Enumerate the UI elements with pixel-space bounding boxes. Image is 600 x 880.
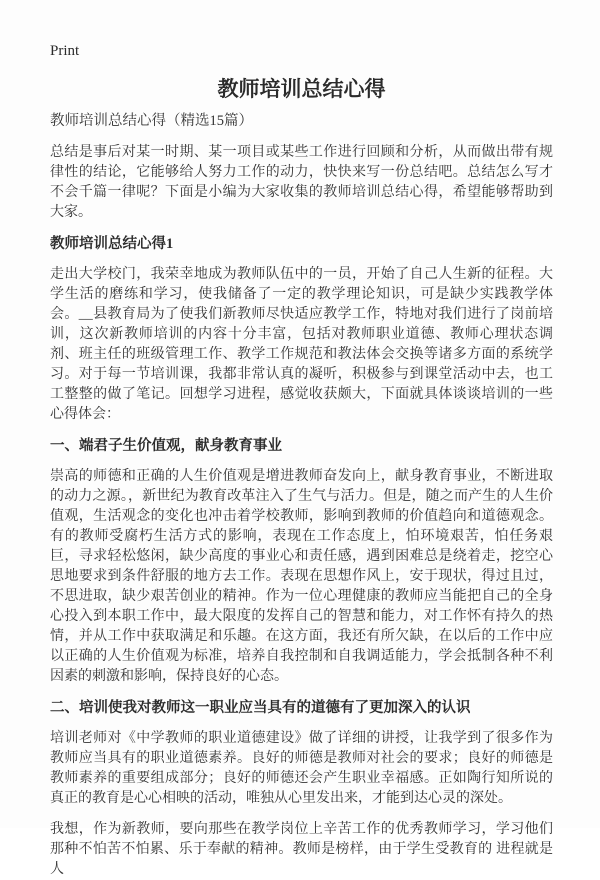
document-body [50, 143, 553, 880]
paragraph-2: 崇高的师德和正确的人生价值观是增进教师奋发向上，献身教育事业，不断进取的动力之源。，新世纪为教育改革注入了生气与活力。但是，随之而产生的人生价值观，生活观念的变化也冲击着学校教师，影响到教师的价值趋向和道德观念。有的教师受腐朽生活方式的影响，表现在工作态度上，怕环境艰苦，怕任务艰巨，寻求轻松悠闲，缺少高度的事业心和责任感，遇到困难总是绕着走，挖空心思地要求到条件舒服的地方去工作。表现在思想作风上，安于现状，得过且过，不思进取，缺少艰苦创业的精神。作为一位心理健康的教师应当能把自己的全身心投入到本职工作中，最大限度的发挥自己的智慧和能力，对工作怀有持久的热情，并从工作中获取满足和乐趣。在这方面，我还有所欠缺，在以后的工作中应以正确的人生价值观为标准，培养自我控制和自我调适能力，学会抵制各种不利因素的刺激和影响，保持良好的心态。 [50, 469, 553, 684]
subsection-heading-one: 一、端君子生价值观，献身教育事业 [50, 438, 282, 454]
subsection-heading-two: 二、培训使我对教师这一职业应当具有的道德有了更加深入的认识 [50, 700, 471, 716]
intro-paragraph: 总结是事后对某一时期、某一项目或某些工作进行回顾和分析，从而做出带有规律性的结论，它能够给人努力工作的动力，快快来写一份总结吧。总结怎么写才不会千篇一律呢？下面是小编为大家收集的教师培训总结心得，希望能够帮助到大家。 [50, 145, 553, 220]
print-link[interactable]: Print [50, 43, 80, 59]
paragraph-4: 我想，作为新教师，要向那些在教学岗位上辛苦工作的优秀教师学习，学习他们那种不怕苦不怕累、乐于奉献的精神。教师是榜样，由于学生受教育的 进程就是人 [50, 822, 553, 877]
paragraph-1: 走出大学校门，我荣幸地成为教师队伍中的一员，开始了自己人生新的征程。大学生活的磨练和学习，使我储备了一定的教学理论知识，可是缺少实践教学体会。__县教育局为了使我们新教师尽快适应教学工作，特地对我们进行了岗前培训，这次新教师培训的内容十分丰富，包括对教师职业道德、教师心理状态调剂、班主任的班级管理工作、教学工作规范和教法体会交换等诸多方面的系统学习。对于每一节培训课，我都非常认真的凝听，积极参与到课堂活动中去，也工工整整的做了笔记。回想学习进程，感觉收获颇大，下面就具体谈谈培训的一些心得体会： [50, 267, 553, 422]
page-subtitle: 教师培训总结心得（精选15篇） [50, 113, 253, 129]
section-heading-1: 教师培训总结心得1 [50, 236, 174, 252]
page-title: 教师培训总结心得 [217, 77, 386, 101]
paragraph-3: 培训老师对《中学教师的职业道德建设》做了详细的讲授，让我学到了很多作为教师应当具有的职业道德素养。良好的师德是教师对社会的要求；良好的师德是教师素养的重要组成部分；良好的师德还会产生职业幸福感。正如陶行知所说的真正的教育是心心相映的活动，唯独从心里发出来，才能到达心灵的深处。 [50, 731, 553, 806]
